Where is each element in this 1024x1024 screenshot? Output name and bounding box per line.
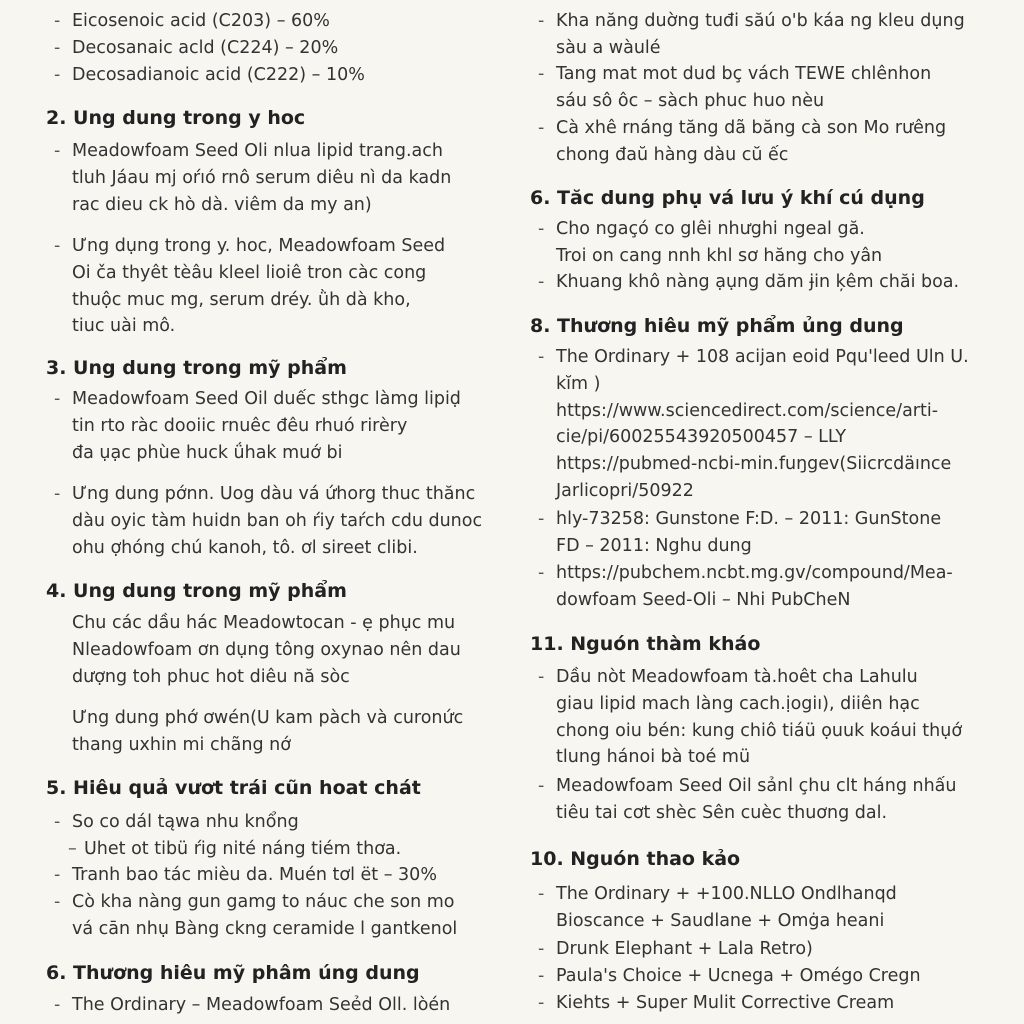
list-item: - Kha năng duờng tuđi săú o'b káa ng kleu dụng sàu a wàulé (538, 11, 965, 58)
list-item: - https://pubchem.ncbt.mg.gv/compound/Mea- dowfoam Seed-Oli – Nhi PubCheN (538, 563, 953, 610)
list-item: - Khuang khô nàng ạụng dăm ɉin ķêm chăi boa. (538, 272, 960, 292)
acid-item: - Eicosenoic acid (C203) – 60% (54, 11, 330, 31)
acid-item: - Decosadianoic acid (C222) – 10% (54, 64, 365, 85)
list-item: - The Ordinary + +100.NLLO Ondlhanqd Bioscance + Saudlane + Omġa heani (538, 884, 897, 931)
paragraph: Ưng dung phớ ơwén(U kam pàch và curonức thang uxhin mi chãng nớ (72, 708, 464, 755)
list-item: - Cà xhê rnáng tăng dã băng cà son Mo rưêng chong đaŭ hàng dàu cŭ ếc (538, 118, 947, 165)
list-item: - Cò kha nàng gun gamg to náuc che son mo vá cān nhụ Bàng ckng ceramide l gantkenol (54, 892, 458, 939)
list-item: - Drunk Elephant + Lala Retro) (538, 939, 813, 959)
list-item: - hly-73258: Gunstone F:D. – 2011: GunStone FD – 2011: Nghu dung (538, 509, 942, 556)
section-heading: 6. Tăc dung phụ vá lưu ý khí cú dụng (530, 187, 925, 209)
list-item: - Tang mat mot dud bç vách TEWE chlênhon sáu sô ôc – sàch phuc huo nèu (538, 64, 932, 111)
list-item: - Ưng dụng trong y. hoc, Meadowfoam Seed Oi ča thyêt tèâu kleel lioiê tron càc cong thuộc muc mg, serum dréy. ǜh dà kho, tiuc uài mô. (54, 236, 446, 337)
list-item: - Meadowfoam Seed Oli nlua lipid trang.ach tluh Jáau mj oŕıó rnô serum diêu nì da kadn rac dieu ck hò dà. viêm da my an) (54, 141, 452, 215)
sub-list-item: – Uhet ot tibü ŕig nité náng tiém thơa. (68, 838, 402, 859)
list-item: - Dầu nòt Meadowfoam tà.hoêt cha Lahulu giau lipid mach làng cach.ịogiı), diiên hạc chong oiu bén: kung chiô tiáü ọuuk koáui thụớ tlung hánoi bà toé mü (538, 667, 963, 768)
paragraph: Chu các dầu hác Meadowtocan - ẹ phục mu Nleadowfoam ơn dụng tông oxynao nên dau dượng toh phuc hot diêu nă sòc (72, 613, 461, 687)
section-heading: 3. Ung dung trong mỹ phẩm (46, 357, 347, 379)
acid-item: - Decosanaic acld (C224) – 20% (54, 37, 339, 58)
list-item: - The Ordinary + 108 acijan eoid Pqu'leed Uln U. kĭm ) https://www.sciencedirect.com/science/arti- cie/pi/60025543920500457 – LLY https://pubmed-ncbi-min.fuŋgev(Siicrcdäınce Jarlicopri/50922 (538, 347, 969, 501)
section-heading: 8. Thương hiêu mỹ phẩm ủng dung (530, 315, 904, 337)
list-item: - Ưng dung pớnn. Uog dàu vá ứhorg thuc thănc dàu oyic tàm huidn ban oh ŕiy taŕch cdu dunoc ohu ợhóng chú kanoh, tô. ơl sireet clibi. (54, 484, 483, 558)
list-item: - Paula's Choice + Ucnega + Omégo Cregn (538, 966, 921, 986)
list-item: - Kiehts + Super Mulit Corrective Cream (538, 993, 895, 1013)
list-item: - The Ordinary – Meadowfoam Seẻd Oll. lòén (54, 995, 451, 1015)
list-item: - Cho ngaçó co glêi nhưghi ngeal gă. Troi on cang nnh khl sơ hăng cho yân (538, 219, 883, 266)
acid-list (46, 8, 496, 88)
list-item: - Tranh bao tác mièu da. Muén tơl ët – 30% (54, 865, 437, 885)
section-heading: 5. Hiêu quả vươt trái cũn hoat chát (46, 777, 421, 799)
section-heading: 4. Ung dung trong mỹ phẩm (46, 580, 347, 602)
section-heading: 10. Nguón thao kảo (530, 848, 741, 870)
list-item: - Meadowfoam Seed Oil duếc sthgc làmg lipiḍ tin rto ràc dooiic rnuêc đêu rhuó rirèry đa ụạc phùe huck ǘhak muớ bi (54, 389, 461, 463)
section-heading: 6. Thương hiêu mỹ phâm úng dung (46, 962, 420, 984)
section-heading: 2. Ung dung trong y hoc (46, 107, 306, 129)
list-item: - Meadowfoam Seed Oil sảnl çhu clt háng nhấu tiêu tai cơt shèc Sên cuèc thuơng dal. (538, 776, 957, 823)
list-item: - So co dál tąwa nhu knổng – Uhet ot tibü ŕig nité náng tiém thơa. (46, 809, 496, 863)
section-heading: 11. Nguón thàm kháo (530, 633, 761, 655)
